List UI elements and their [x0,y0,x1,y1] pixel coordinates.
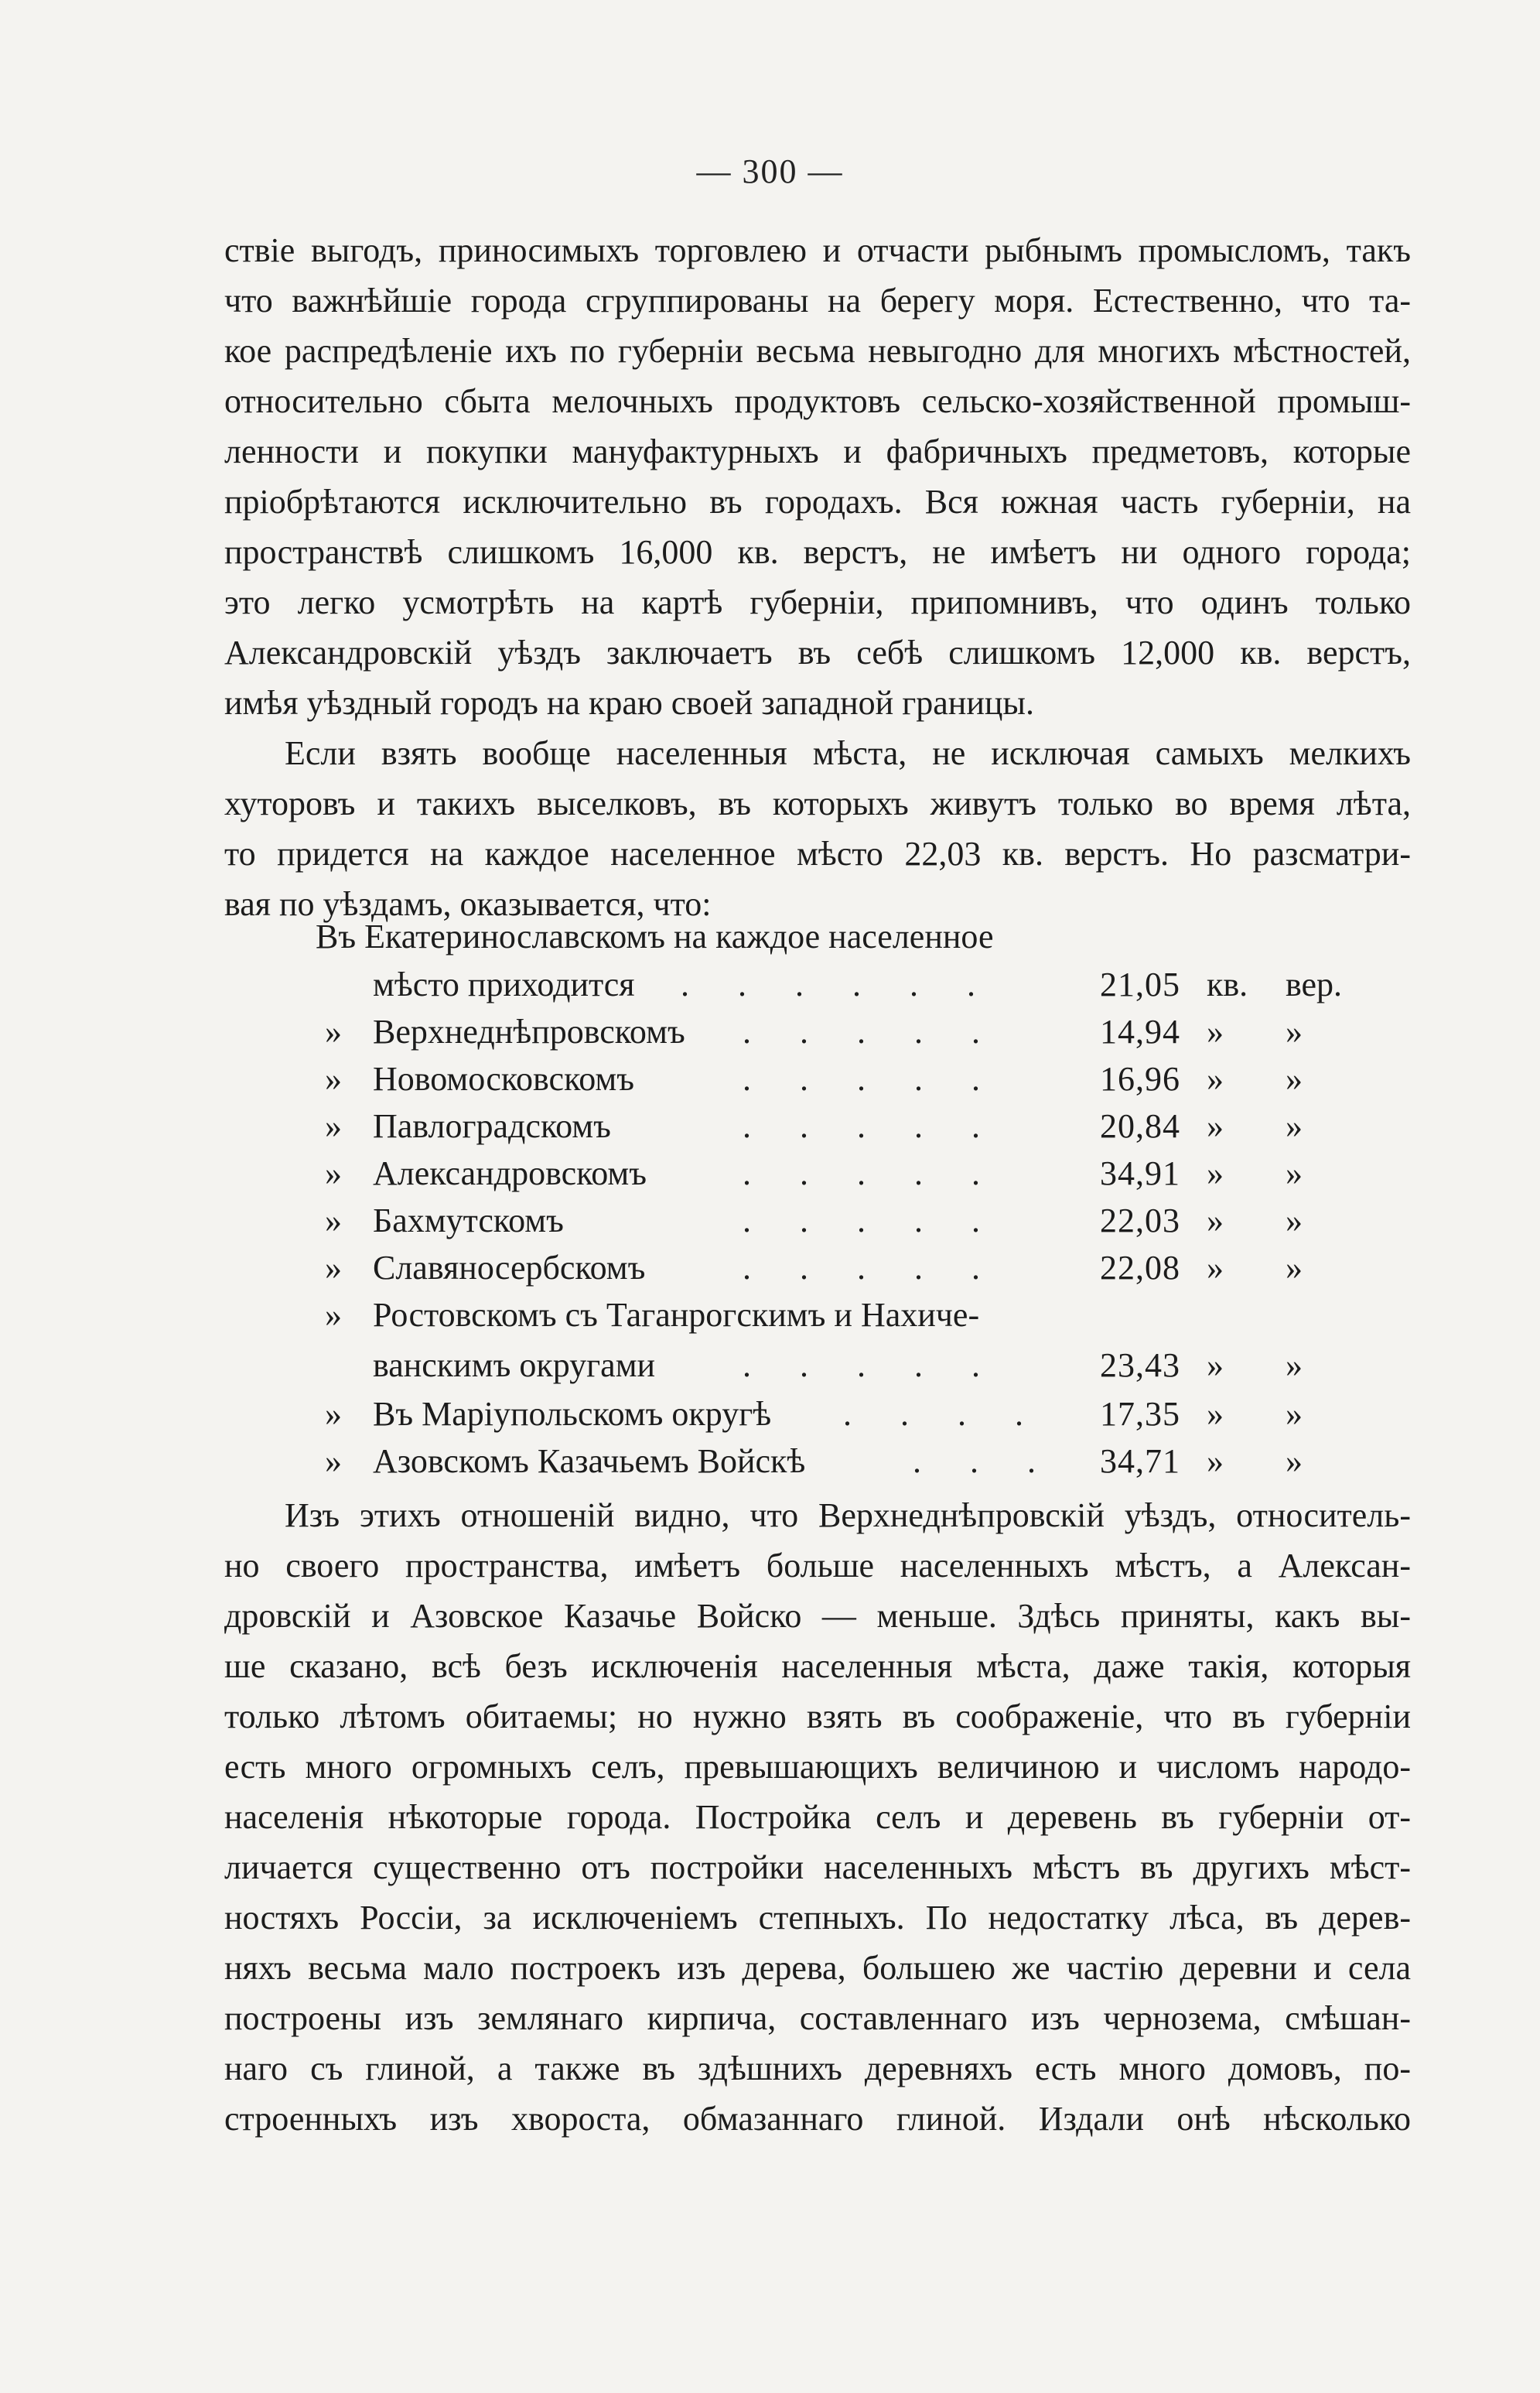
text-line: кое распредѣленіе ихъ по губерніи весьма невыгодно для многихъ мѣстностей, [224,332,1411,370]
text-line: только лѣтомъ обитаемы; но нужно взять въ соображеніе, что въ губерніи [224,1697,1411,1735]
row-unit: » [1207,1013,1224,1051]
row-label: Александровскомъ [373,1154,647,1192]
row-dots: . . . [913,1442,1056,1480]
row-value: 20,84 [1100,1107,1180,1145]
row-label: Бахмутскомъ [373,1202,564,1239]
text-line: Изъ этихъ отношеній видно, что Верхнеднѣпровскій уѣздъ, относитель- [285,1496,1411,1534]
row-label: мѣсто приходится [373,966,635,1003]
page-number: — 300 — [696,152,844,190]
text-line: это легко усмотрѣть на картѣ губерніи, припомнивъ, что одинъ только [224,583,1411,621]
text-line: Александровскій уѣздъ заключаетъ въ себѣ слишкомъ 12,000 кв. верстъ, [224,634,1411,672]
row-label-continued: ванскимъ округами [373,1346,656,1384]
row-dots: . . . . . [743,1154,1000,1192]
text-line: няхъ весьма мало построекъ изъ дерева, большею же частію деревни и села [224,1949,1411,1987]
row-value: 22,03 [1100,1202,1180,1239]
ditto-mark: » [325,1154,342,1192]
row-unit: » [1207,1202,1224,1239]
row-label: Азовскомъ Казачьемъ Войскѣ [373,1442,806,1480]
row-label: Новомосковскомъ [373,1060,634,1098]
row-dots: . . . . . [743,1202,1000,1239]
text-line: что важнѣйшіе города сгруппированы на берегу моря. Естественно, что та- [224,282,1411,320]
ditto-mark: » [325,1395,342,1433]
text-line: построены изъ землянаго кирпича, составленнаго изъ чернозема, смѣшан- [224,1999,1411,2037]
row-unit: » [1286,1202,1303,1239]
row-unit: » [1207,1249,1224,1287]
row-dots: . . . . . [743,1346,1000,1384]
row-label: Славяносербскомъ [373,1249,646,1287]
table-header: Въ Екатеринославскомъ на каждое населенное [316,918,994,955]
text-line: Если взять вообще населенныя мѣста, не исключая самыхъ мелкихъ [285,734,1411,772]
row-unit: » [1286,1154,1303,1192]
text-line: хуторовъ и такихъ выселковъ, въ которыхъ живутъ только во время лѣта, [224,785,1411,822]
text-line: дровскій и Азовское Казачье Войско — меньше. Здѣсь приняты, какъ вы- [224,1597,1411,1635]
row-unit: » [1286,1395,1303,1433]
row-label: Въ Маріупольскомъ округѣ [373,1395,772,1433]
row-unit: кв. [1207,966,1248,1003]
row-dots: . . . . . [743,1249,1000,1287]
text-line: населенія нѣкоторые города. Постройка селъ и деревень въ губерніи от- [224,1798,1411,1836]
row-label: Ростовскомъ съ Таганрогскимъ и Нахиче- [373,1296,980,1334]
text-line: пространствѣ слишкомъ 16,000 кв. верстъ, не имѣетъ ни одного города; [224,533,1411,571]
row-unit: » [1207,1107,1224,1145]
row-value: 14,94 [1100,1013,1180,1051]
row-dots: . . . . . [743,1013,1000,1051]
text-line: вая по уѣздамъ, оказывается, что: [224,885,712,923]
ditto-mark: » [325,1202,342,1239]
text-line: ленности и покупки мануфактурныхъ и фабричныхъ предметовъ, которые [224,432,1411,470]
text-line: пріобрѣтаются исключительно въ городахъ. Вся южная часть губерніи, на [224,483,1411,521]
row-label: Павлоградскомъ [373,1107,611,1145]
text-line: относительно сбыта мелочныхъ продуктовъ сельско-хозяйственной промыш- [224,382,1411,420]
row-dots: . . . . [843,1395,1043,1433]
row-unit: » [1207,1060,1224,1098]
text-line: но своего пространства, имѣетъ больше населенныхъ мѣстъ, а Алексан- [224,1547,1411,1585]
ditto-mark: » [325,1249,342,1287]
row-value: 34,71 [1100,1442,1180,1480]
ditto-mark: » [325,1442,342,1480]
text-line: строенныхъ изъ хвороста, обмазаннаго глиной. Издали онѣ нѣсколько [224,2100,1411,2138]
text-line: ностяхъ Россіи, за исключеніемъ степныхъ. По недостатку лѣса, въ дерев- [224,1899,1411,1937]
text-line: есть много огромныхъ селъ, превышающихъ величиною и числомъ народо- [224,1748,1411,1786]
row-value: 23,43 [1100,1346,1180,1384]
text-line: ше сказано, всѣ безъ исключенія населенныя мѣста, даже такія, которыя [224,1647,1411,1685]
row-value: 22,08 [1100,1249,1180,1287]
text-line: то придется на каждое населенное мѣсто 22,03 кв. верстъ. Но разсматри- [224,835,1411,873]
row-value: 16,96 [1100,1060,1180,1098]
row-unit: » [1286,1013,1303,1051]
row-value: 34,91 [1100,1154,1180,1192]
row-value: 21,05 [1100,966,1180,1003]
ditto-mark: » [325,1013,342,1051]
row-value: 17,35 [1100,1395,1180,1433]
row-dots: . . . . . [743,1107,1000,1145]
row-unit: » [1207,1442,1224,1480]
row-unit: » [1286,1060,1303,1098]
row-unit: » [1286,1107,1303,1145]
row-unit: » [1207,1395,1224,1433]
row-unit: » [1286,1249,1303,1287]
ditto-mark: » [325,1107,342,1145]
row-label: Верхнеднѣпровскомъ [373,1013,685,1051]
row-unit: » [1207,1346,1224,1384]
row-unit: вер. [1286,966,1343,1003]
row-dots: . . . . . . [681,966,995,1003]
text-line: личается существенно отъ постройки населенныхъ мѣстъ въ другихъ мѣст- [224,1848,1411,1886]
ditto-mark: » [325,1060,342,1098]
row-unit: » [1286,1442,1303,1480]
text-line: ствіе выгодъ, приносимыхъ торговлею и отчасти рыбнымъ промысломъ, такъ [224,231,1411,269]
row-unit: » [1286,1346,1303,1384]
text-line: имѣя уѣздный городъ на краю своей западной границы. [224,684,1034,722]
row-unit: » [1207,1154,1224,1192]
row-dots: . . . . . [743,1060,1000,1098]
ditto-mark: » [325,1296,342,1334]
text-line: наго съ глиной, а также въ здѣшнихъ деревняхъ есть много домовъ, по- [224,2049,1411,2087]
